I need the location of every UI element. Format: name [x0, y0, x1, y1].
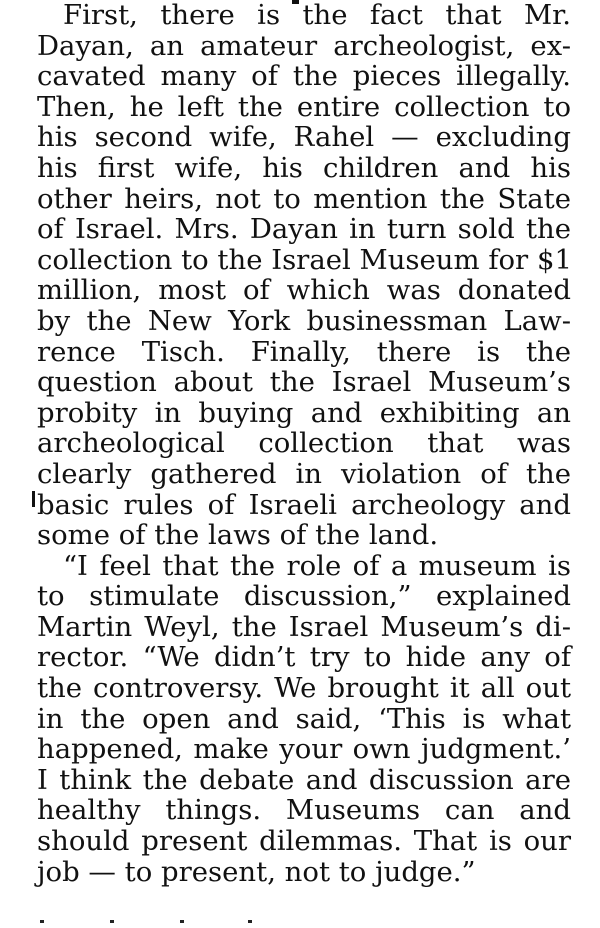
text-line: basic rules of Israeli archeology and: [37, 488, 571, 521]
text-line: cavated many of the pieces illegally.: [37, 60, 571, 93]
ink-speck: [40, 920, 44, 923]
text-line: job — to present, not to judge.”: [37, 855, 476, 888]
text-line: probity in buying and exhibiting an: [37, 396, 571, 429]
text-line: happened, make your own judgment.’: [37, 733, 571, 766]
text-line: “I feel that the role of a museum is: [63, 549, 571, 582]
text-line: First, there is the fact that Mr.: [63, 0, 571, 31]
cut-off-text-fragment: [40, 920, 540, 926]
text-line: rector. “We didn’t try to hide any of: [37, 641, 571, 674]
text-line: his second wife, Rahel — excluding: [37, 121, 571, 154]
text-line: collection to the Israel Museum for $1: [37, 243, 572, 276]
text-line: archeological collection that was: [37, 427, 571, 460]
article-column: [37, 0, 571, 887]
text-line: Martin Weyl, the Israel Museum’s di-: [37, 610, 571, 643]
text-line: healthy things. Museums can and: [37, 794, 571, 827]
text-line: Dayan, an amateur archeologist, ex-: [37, 29, 571, 62]
text-line: the controversy. We brought it all out: [37, 672, 571, 705]
text-line: clearly gathered in violation of the: [37, 457, 571, 490]
text-line: should present dilemmas. That is our: [37, 825, 571, 858]
text-line: to stimulate discussion,” explained: [37, 580, 571, 613]
text-line: Then, he left the entire collection to: [37, 90, 571, 123]
text-line: some of the laws of the land.: [37, 519, 439, 552]
text-line: rence Tisch. Finally, there is the: [37, 335, 571, 368]
paragraph-2: [37, 551, 571, 888]
text-line: other heirs, not to mention the State: [37, 182, 571, 215]
text-line: in the open and said, ‘This is what: [37, 702, 571, 735]
ink-speck: [248, 920, 252, 923]
gutter-mark: [32, 491, 35, 507]
text-line: million, most of which was donated: [37, 274, 571, 307]
paragraph-1: [37, 0, 571, 551]
text-line: of Israel. Mrs. Dayan in turn sold the: [37, 213, 571, 246]
text-line: by the New York businessman Law-: [37, 304, 571, 337]
ink-speck: [110, 920, 114, 923]
ink-speck: [180, 920, 184, 923]
text-line: question about the Israel Museum’s: [37, 366, 571, 399]
text-line: I think the debate and discussion are: [37, 763, 571, 796]
text-line: his first wife, his children and his: [37, 151, 571, 184]
